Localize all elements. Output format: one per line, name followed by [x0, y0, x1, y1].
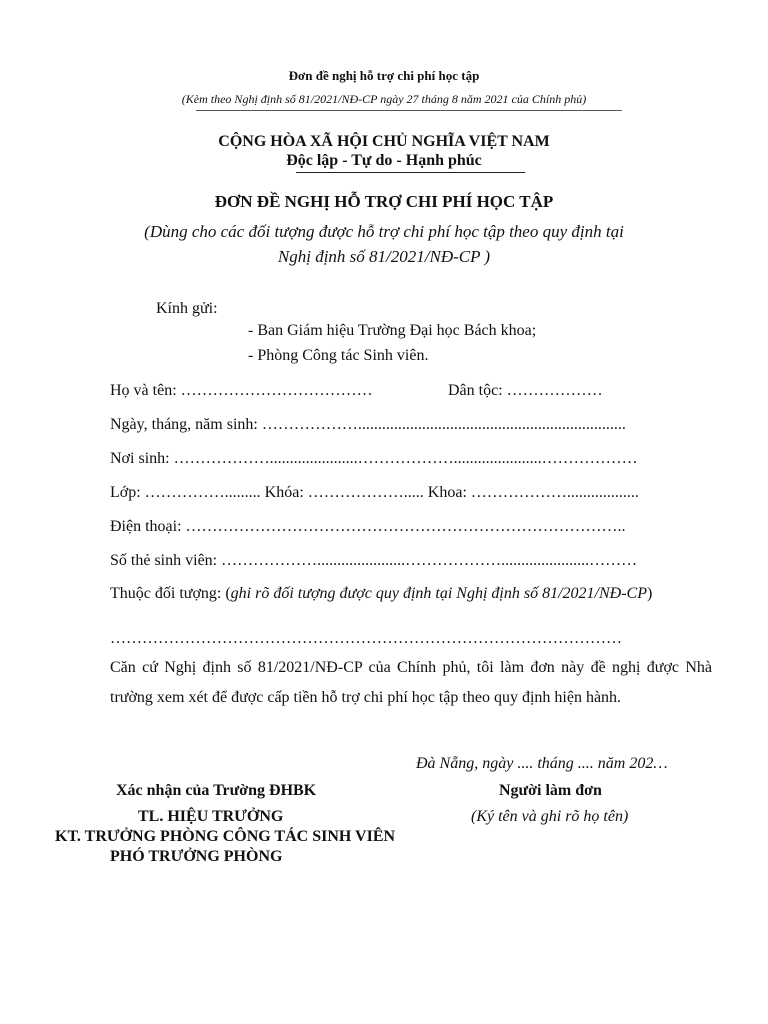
subtitle-line-1: (Dùng cho các đối tượng được hỗ trợ chi phí học tập theo quy định tại	[144, 222, 624, 241]
confirm-label: Xác nhận của Trường ĐHBK	[116, 782, 317, 799]
form-title: Đơn đề nghị hỗ trợ chi phí học tập	[288, 68, 480, 83]
recipient-item: - Phòng Công tác Sinh viên.	[248, 347, 429, 364]
category-field	[110, 584, 712, 604]
national-motto: Độc lập - Tự do - Hạnh phúc	[286, 152, 482, 169]
recipient-label: Kính gửi:	[156, 300, 218, 317]
category-hint: ghi rõ đối tượng được quy định tại Nghị định số 81/2021/NĐ-CP	[230, 585, 647, 602]
category-prefix: Thuộc đối tượng: (	[110, 585, 231, 602]
name-field: Họ và tên: ………………………………	[110, 382, 373, 399]
principal-title: TL. HIỆU TRƯỞNG	[138, 808, 284, 825]
request-paragraph: Căn cứ Nghị định số 81/2021/NĐ-CP của Chính phủ, tôi làm đơn này đề nghị được Nhà trường xem xét để được cấp tiền hỗ trợ chi phí học tập theo quy định hiện hành.	[110, 659, 712, 706]
recipient-item: - Ban Giám hiệu Trường Đại học Bách khoa;	[248, 322, 537, 339]
page-title: ĐƠN ĐỀ NGHỊ HỖ TRỢ CHI PHÍ HỌC TẬP	[214, 192, 554, 211]
subtitle-line-2: Nghị định số 81/2021/NĐ-CP )	[277, 247, 491, 266]
dob-field: Ngày, tháng, năm sinh: ………………...................................................................	[110, 416, 626, 433]
country-name: CỘNG HÒA XÃ HỘI CHỦ NGHĨA VIỆT NAM	[218, 133, 550, 150]
signature-hint: (Ký tên và ghi rõ họ tên)	[471, 808, 629, 825]
phone-field: Điện thoại: ………………………………………………………………………..	[110, 518, 626, 535]
header-underline	[196, 110, 622, 111]
category-suffix: )	[646, 585, 653, 602]
motto-underline	[296, 172, 525, 173]
class-field: Lớp: ……………......... Khóa: ………………..... Khoa: ………………..................	[110, 484, 639, 501]
ethnicity-field: Dân tộc: ………………	[448, 382, 603, 399]
student-id-field: Số thẻ sinh viên: ………………......................………………......................………	[110, 552, 638, 569]
attachment-note: (Kèm theo Nghị định số 81/2021/NĐ-CP ngày 27 tháng 8 năm 2021 của Chính phủ)	[181, 92, 587, 106]
applicant-label: Người làm đơn	[499, 782, 602, 799]
category-dots: ……………………………………………………………………………………	[110, 630, 622, 647]
place-date: Đà Nẵng, ngày .... tháng .... năm 202…	[416, 755, 668, 772]
office-head-title: KT. TRƯỞNG PHÒNG CÔNG TÁC SINH VIÊN	[55, 828, 396, 845]
birthplace-field: Nơi sinh: ………………......................………………......................………………	[110, 450, 638, 467]
deputy-title: PHÓ TRƯỞNG PHÒNG	[110, 848, 283, 865]
